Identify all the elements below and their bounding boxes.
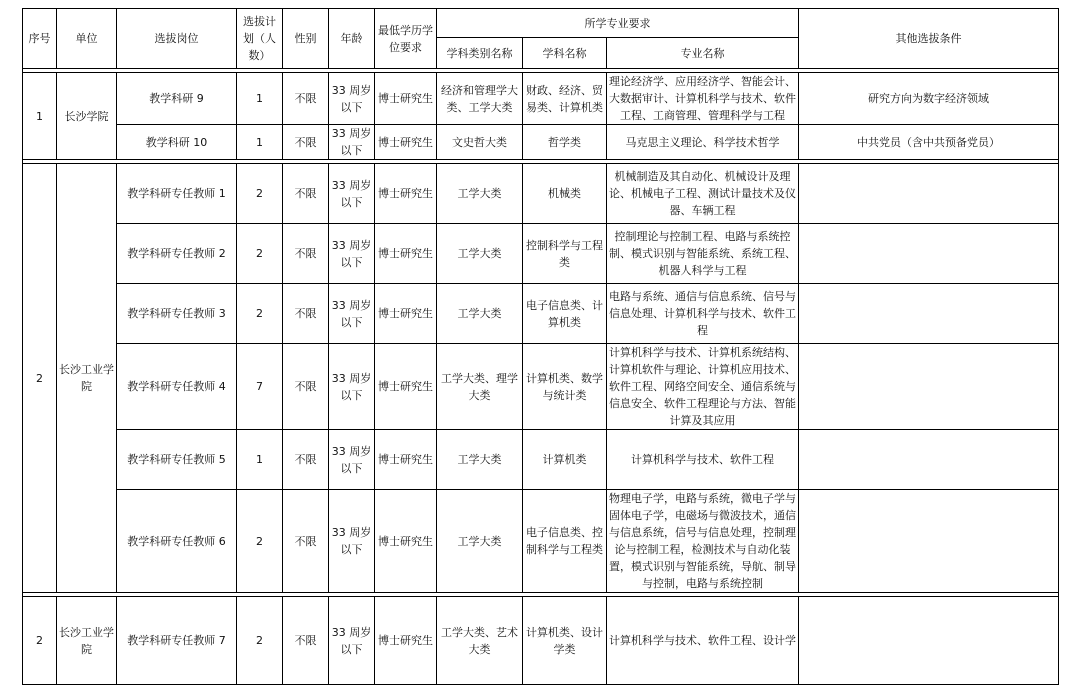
cell-other xyxy=(799,284,1059,344)
cell-other xyxy=(799,164,1059,224)
header-discipline: 学科名称 xyxy=(523,38,607,69)
header-gender: 性别 xyxy=(283,9,329,69)
table-row xyxy=(23,224,1059,284)
table-row xyxy=(23,73,1059,125)
cell-plan: 7 xyxy=(237,344,283,430)
cell-other xyxy=(799,490,1059,593)
cell-gender: 不限 xyxy=(283,73,329,125)
cell-degree: 博士研究生 xyxy=(375,73,437,125)
table-row xyxy=(23,125,1059,160)
cell-category: 工学大类、艺术大类 xyxy=(437,597,523,685)
cell-seq: 2 xyxy=(23,597,57,685)
cell-gender: 不限 xyxy=(283,125,329,160)
cell-position: 教学科研 9 xyxy=(117,73,237,125)
cell-degree: 博士研究生 xyxy=(375,597,437,685)
cell-gender: 不限 xyxy=(283,597,329,685)
cell-degree: 博士研究生 xyxy=(375,344,437,430)
cell-major: 控制理论与控制工程、电路与系统控制、模式识别与智能系统、系统工程、机器人科学与工程 xyxy=(607,224,799,284)
cell-discipline: 计算机类、设计学类 xyxy=(523,597,607,685)
cell-degree: 博士研究生 xyxy=(375,224,437,284)
cell-major: 理论经济学、应用经济学、智能会计、大数据审计、计算机科学与技术、软件工程、工商管理、管理科学与工程 xyxy=(607,73,799,125)
cell-category: 工学大类 xyxy=(437,224,523,284)
cell-other: 中共党员（含中共预备党员） xyxy=(799,125,1059,160)
cell-gender: 不限 xyxy=(283,284,329,344)
header-other: 其他选拔条件 xyxy=(799,9,1059,69)
cell-plan: 2 xyxy=(237,490,283,593)
cell-gender: 不限 xyxy=(283,430,329,490)
cell-age: 33 周岁以下 xyxy=(329,597,375,685)
cell-discipline: 财政、经济、贸易类、计算机类 xyxy=(523,73,607,125)
table-row xyxy=(23,344,1059,430)
cell-plan: 2 xyxy=(237,284,283,344)
cell-other xyxy=(799,224,1059,284)
cell-age: 33 周岁以下 xyxy=(329,430,375,490)
cell-plan: 2 xyxy=(237,224,283,284)
cell-gender: 不限 xyxy=(283,224,329,284)
cell-discipline: 计算机类 xyxy=(523,430,607,490)
table-row xyxy=(23,164,1059,224)
cell-category: 工学大类 xyxy=(437,284,523,344)
cell-other xyxy=(799,597,1059,685)
cell-unit: 长沙工业学院 xyxy=(57,597,117,685)
cell-age: 33 周岁以下 xyxy=(329,284,375,344)
header-major-group: 所学专业要求 xyxy=(437,9,799,38)
cell-plan: 1 xyxy=(237,430,283,490)
cell-plan: 2 xyxy=(237,597,283,685)
cell-position: 教学科研专任教师 4 xyxy=(117,344,237,430)
cell-age: 33 周岁以下 xyxy=(329,344,375,430)
table-row xyxy=(23,597,1059,685)
cell-plan: 1 xyxy=(237,125,283,160)
header-age: 年龄 xyxy=(329,9,375,69)
cell-discipline: 计算机类、数学与统计类 xyxy=(523,344,607,430)
cell-degree: 博士研究生 xyxy=(375,490,437,593)
cell-discipline: 电子信息类、控制科学与工程类 xyxy=(523,490,607,593)
cell-category: 工学大类 xyxy=(437,490,523,593)
cell-gender: 不限 xyxy=(283,490,329,593)
cell-age: 33 周岁以下 xyxy=(329,125,375,160)
cell-unit: 长沙工业学院 xyxy=(57,164,117,593)
cell-discipline: 哲学类 xyxy=(523,125,607,160)
cell-degree: 博士研究生 xyxy=(375,430,437,490)
table-row xyxy=(23,430,1059,490)
header-major-name: 专业名称 xyxy=(607,38,799,69)
cell-major: 物理电子学，电路与系统，微电子学与固体电子学，电磁场与微波技术，通信与信息系统，信号与信息处理，控制理论与控制工程，检测技术与自动化装置，模式识别与智能系统，导航、制导与控制，电路与系统控制 xyxy=(607,490,799,593)
header-unit: 单位 xyxy=(57,9,117,69)
cell-major: 电路与系统、通信与信息系统、信号与信息处理、计算机科学与技术、软件工程 xyxy=(607,284,799,344)
cell-position: 教学科研专任教师 1 xyxy=(117,164,237,224)
cell-position: 教学科研专任教师 6 xyxy=(117,490,237,593)
cell-major: 马克思主义理论、科学技术哲学 xyxy=(607,125,799,160)
cell-category: 工学大类 xyxy=(437,164,523,224)
cell-category: 文史哲大类 xyxy=(437,125,523,160)
cell-other xyxy=(799,344,1059,430)
cell-age: 33 周岁以下 xyxy=(329,73,375,125)
cell-major: 机械制造及其自动化、机械设计及理论、机械电子工程、测试计量技术及仪器、车辆工程 xyxy=(607,164,799,224)
cell-other xyxy=(799,430,1059,490)
cell-gender: 不限 xyxy=(283,344,329,430)
cell-plan: 2 xyxy=(237,164,283,224)
header-position: 选拔岗位 xyxy=(117,9,237,69)
header-seq: 序号 xyxy=(23,9,57,69)
cell-position: 教学科研专任教师 5 xyxy=(117,430,237,490)
cell-degree: 博士研究生 xyxy=(375,164,437,224)
cell-major: 计算机科学与技术、软件工程、设计学 xyxy=(607,597,799,685)
cell-position: 教学科研专任教师 7 xyxy=(117,597,237,685)
cell-category: 工学大类 xyxy=(437,430,523,490)
cell-position: 教学科研专任教师 3 xyxy=(117,284,237,344)
cell-position: 教学科研专任教师 2 xyxy=(117,224,237,284)
cell-degree: 博士研究生 xyxy=(375,125,437,160)
cell-discipline: 电子信息类、计算机类 xyxy=(523,284,607,344)
cell-age: 33 周岁以下 xyxy=(329,164,375,224)
table-row xyxy=(23,490,1059,593)
header-degree: 最低学历学位要求 xyxy=(375,9,437,69)
cell-discipline: 控制科学与工程类 xyxy=(523,224,607,284)
header-plan: 选拔计划（人数） xyxy=(237,9,283,69)
cell-category: 工学大类、理学大类 xyxy=(437,344,523,430)
cell-age: 33 周岁以下 xyxy=(329,224,375,284)
recruitment-table xyxy=(22,8,1059,685)
cell-position: 教学科研 10 xyxy=(117,125,237,160)
cell-other: 研究方向为数字经济领域 xyxy=(799,73,1059,125)
cell-degree: 博士研究生 xyxy=(375,284,437,344)
table-row xyxy=(23,284,1059,344)
cell-unit: 长沙学院 xyxy=(57,73,117,160)
cell-category: 经济和管理学大类、工学大类 xyxy=(437,73,523,125)
cell-age: 33 周岁以下 xyxy=(329,490,375,593)
header-row xyxy=(23,9,1059,38)
cell-major: 计算机科学与技术、计算机系统结构、计算机软件与理论、计算机应用技术、软件工程、网络空间安全、通信系统与信息安全、软件工程理论与方法、智能计算及其应用 xyxy=(607,344,799,430)
cell-plan: 1 xyxy=(237,73,283,125)
cell-seq: 1 xyxy=(23,73,57,160)
cell-discipline: 机械类 xyxy=(523,164,607,224)
cell-seq: 2 xyxy=(23,164,57,593)
header-category: 学科类别名称 xyxy=(437,38,523,69)
cell-major: 计算机科学与技术、软件工程 xyxy=(607,430,799,490)
cell-gender: 不限 xyxy=(283,164,329,224)
